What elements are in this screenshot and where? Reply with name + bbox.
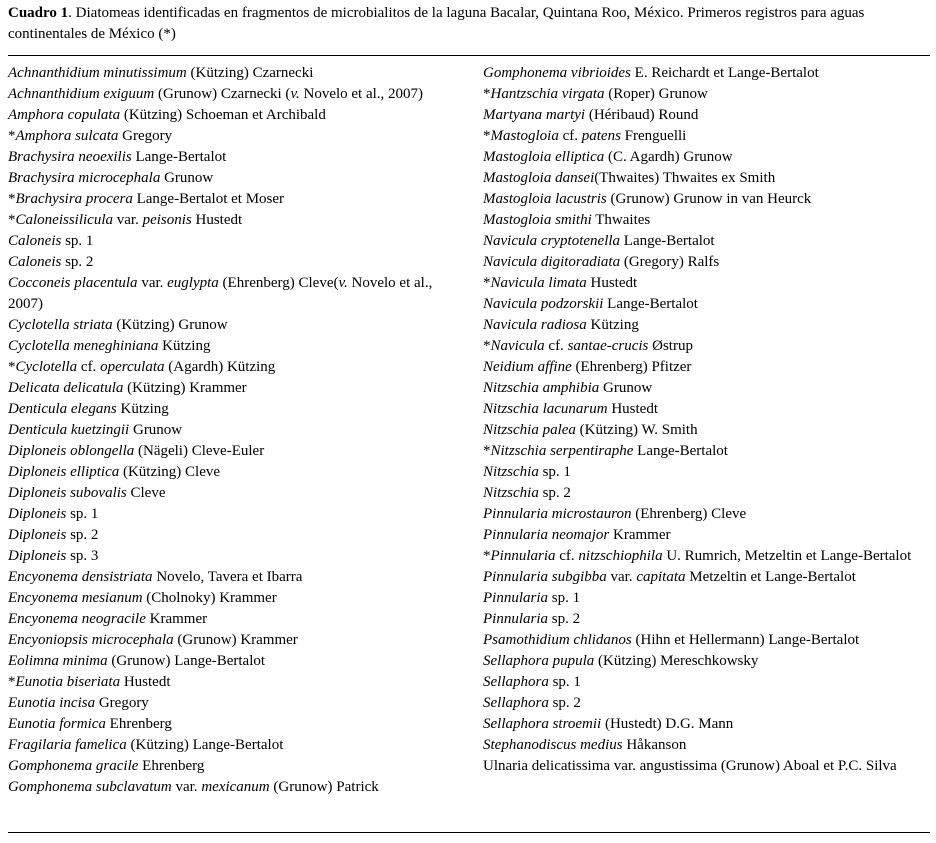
species-entry bbox=[8, 378, 470, 399]
authority-text: * bbox=[8, 674, 16, 690]
authority-text: sp. 1 bbox=[66, 506, 99, 522]
authority-text: Lange-Bertalot bbox=[131, 149, 227, 165]
taxon-name: Encyonema neogracile bbox=[8, 611, 146, 627]
authority-text: Ehrenberg bbox=[105, 716, 172, 732]
authority-text: (Roper) Grunow bbox=[604, 86, 708, 102]
taxon-name: Nitzschia amphibia bbox=[483, 380, 600, 396]
authority-text: Hustedt bbox=[586, 275, 638, 291]
species-entry bbox=[8, 462, 470, 483]
authority-text: Thwaites bbox=[591, 212, 651, 228]
taxon-name: Mastogloia elliptica bbox=[483, 149, 605, 165]
authority-text: Cleve bbox=[126, 485, 166, 501]
authority-text: sp. 3 bbox=[66, 548, 99, 564]
taxon-name: Diploneis bbox=[8, 548, 67, 564]
taxon-name: Nitzschia palea bbox=[483, 422, 576, 438]
authority-text: cf. bbox=[555, 548, 579, 564]
species-entry bbox=[483, 651, 930, 672]
authority-text: Gregory bbox=[118, 128, 173, 144]
taxon-name: Cyclotella meneghiniana bbox=[8, 338, 159, 354]
authority-text: sp. 2 bbox=[61, 254, 94, 270]
authority-text: (Thwaites) Thwaites ex Smith bbox=[594, 170, 776, 186]
species-entry bbox=[483, 147, 930, 168]
species-entry bbox=[8, 588, 470, 609]
species-entry bbox=[483, 525, 930, 546]
species-entry bbox=[483, 714, 930, 735]
taxon-name: Nitzschia serpentiraphe bbox=[490, 443, 634, 459]
authority-text: (Ehrenberg) Cleve( bbox=[218, 275, 339, 291]
authority-text: (Ehrenberg) Cleve bbox=[631, 506, 747, 522]
species-entry bbox=[8, 672, 470, 693]
species-entry bbox=[483, 735, 930, 756]
species-entry bbox=[8, 63, 470, 84]
authority-text: Lange-Bertalot bbox=[603, 296, 698, 312]
authority-text: (Grunow) Czarnecki ( bbox=[154, 86, 291, 102]
authority-text: Novelo, Tavera et Ibarra bbox=[152, 569, 303, 585]
authority-text: Krammer bbox=[609, 527, 671, 543]
authority-text: * bbox=[483, 548, 491, 564]
authority-text: U. Rumrich, Metzeltin et Lange-Bertalot bbox=[662, 548, 912, 564]
taxon-name: Sellaphora stroemii bbox=[483, 716, 602, 732]
species-entry bbox=[483, 294, 930, 315]
taxon-name: Achnanthidium exiguum bbox=[8, 86, 155, 102]
taxon-name: v. bbox=[338, 275, 348, 291]
authority-text: Krammer bbox=[145, 611, 208, 627]
authority-text: * bbox=[8, 359, 16, 375]
taxon-name: Encyoniopsis microcephala bbox=[8, 632, 174, 648]
taxon-name: Navicula bbox=[490, 338, 545, 354]
authority-text: (Kützing) Lange-Bertalot bbox=[126, 737, 284, 753]
taxon-name: Eunotia incisa bbox=[8, 695, 96, 711]
authority-text: * bbox=[8, 128, 16, 144]
species-entry bbox=[8, 651, 470, 672]
taxon-name: euglypta bbox=[167, 275, 219, 291]
authority-text: (Cholnoky) Krammer bbox=[142, 590, 277, 606]
taxon-name: Neidium affine bbox=[483, 359, 572, 375]
taxon-name: Nitzschia bbox=[483, 485, 539, 501]
taxon-name: Sellaphora pupula bbox=[483, 653, 595, 669]
authority-text: Gregory bbox=[95, 695, 149, 711]
authority-text: (Héribaud) Round bbox=[585, 107, 699, 123]
species-entry bbox=[8, 147, 470, 168]
species-entry bbox=[8, 168, 470, 189]
taxon-name: Pinnularia bbox=[483, 590, 549, 606]
authority-text: sp. 2 bbox=[548, 611, 581, 627]
species-entry bbox=[483, 546, 930, 567]
species-entry bbox=[8, 567, 470, 588]
species-entry bbox=[483, 210, 930, 231]
species-entry bbox=[483, 462, 930, 483]
taxon-name: Diploneis bbox=[8, 506, 67, 522]
taxon-name: Mastogloia smithi bbox=[483, 212, 592, 228]
species-entry bbox=[8, 420, 470, 441]
species-entry bbox=[8, 273, 470, 315]
taxon-name: Diploneis oblongella bbox=[8, 443, 135, 459]
taxon-name: Denticula kuetzingii bbox=[8, 422, 130, 438]
caption-label: Cuadro 1 bbox=[8, 5, 69, 21]
species-entry bbox=[8, 126, 470, 147]
authority-text: var. bbox=[137, 275, 168, 291]
authority-text: var. bbox=[171, 779, 202, 795]
species-entry bbox=[483, 588, 930, 609]
species-entry bbox=[483, 756, 930, 777]
taxon-name: Eolimna minima bbox=[8, 653, 108, 669]
authority-text: (Grunow) Grunow in van Heurck bbox=[606, 191, 812, 207]
species-entry bbox=[8, 714, 470, 735]
species-entry bbox=[8, 630, 470, 651]
taxon-name: Martyana martyi bbox=[483, 107, 586, 123]
authority-text: Metzeltin et Lange-Bertalot bbox=[685, 569, 856, 585]
authority-text: E. Reichardt et Lange-Bertalot bbox=[630, 65, 819, 81]
species-entry bbox=[483, 231, 930, 252]
authority-text: Grunow bbox=[160, 170, 214, 186]
authority-text: Ulnaria delicatissima var. angustissima (Grunow) Aboal et P.C. Silva bbox=[483, 758, 897, 774]
taxon-name: Cyclotella bbox=[15, 359, 78, 375]
species-entry bbox=[8, 84, 470, 105]
taxon-name: Pinnularia subgibba bbox=[483, 569, 607, 585]
authority-text: * bbox=[483, 275, 491, 291]
authority-text: Novelo et al., 2007) bbox=[8, 275, 433, 312]
authority-text: Ehrenberg bbox=[138, 758, 205, 774]
taxon-name: Brachysira procera bbox=[15, 191, 133, 207]
species-entry bbox=[483, 315, 930, 336]
taxon-name: Gomphonema subclavatum bbox=[8, 779, 172, 795]
species-entry bbox=[483, 378, 930, 399]
taxon-name: peisonis bbox=[142, 212, 192, 228]
top-rule bbox=[8, 55, 930, 56]
taxon-name: Fragilaria famelica bbox=[8, 737, 127, 753]
taxon-name: Hantzschia virgata bbox=[490, 86, 605, 102]
taxon-name: Navicula radiosa bbox=[483, 317, 587, 333]
species-entry bbox=[483, 693, 930, 714]
authority-text: sp. 2 bbox=[548, 695, 581, 711]
authority-text: (Hustedt) D.G. Mann bbox=[601, 716, 734, 732]
taxon-name: Gomphonema gracile bbox=[8, 758, 139, 774]
authority-text: Frenguelli bbox=[620, 128, 687, 144]
species-entry bbox=[483, 672, 930, 693]
species-entry bbox=[483, 168, 930, 189]
authority-text: (Gregory) Ralfs bbox=[620, 254, 720, 270]
taxon-name: Encyonema mesianum bbox=[8, 590, 143, 606]
species-entry bbox=[483, 63, 930, 84]
species-entry bbox=[8, 483, 470, 504]
species-column-left bbox=[8, 63, 470, 798]
authority-text: (Kützing) Cleve bbox=[119, 464, 221, 480]
species-entry bbox=[483, 357, 930, 378]
species-entry bbox=[8, 777, 470, 798]
species-entry bbox=[483, 441, 930, 462]
taxon-name: Mastogloia dansei bbox=[483, 170, 595, 186]
taxon-name: Pinnularia bbox=[483, 611, 549, 627]
species-entry bbox=[483, 483, 930, 504]
species-entry bbox=[483, 420, 930, 441]
taxon-name: Eunotia biseriata bbox=[15, 674, 121, 690]
authority-text: Lange-Bertalot bbox=[633, 443, 728, 459]
species-entry bbox=[8, 210, 470, 231]
species-entry bbox=[8, 399, 470, 420]
caption-text: . Diatomeas identificadas en fragmentos de microbialitos de la laguna Bacalar, Quintana Roo, México. Primeros registros para aguas continentales de México (*) bbox=[8, 5, 865, 42]
taxon-name: Encyonema densistriata bbox=[8, 569, 153, 585]
species-entry bbox=[8, 693, 470, 714]
species-entry bbox=[8, 336, 470, 357]
species-entry bbox=[8, 525, 470, 546]
authority-text: sp. 1 bbox=[61, 233, 94, 249]
authority-text: Østrup bbox=[648, 338, 693, 354]
authority-text: * bbox=[483, 443, 491, 459]
taxon-name: Cyclotella striata bbox=[8, 317, 113, 333]
species-entry bbox=[483, 336, 930, 357]
authority-text: Hustedt bbox=[191, 212, 243, 228]
taxon-name: Sellaphora bbox=[483, 674, 549, 690]
species-entry bbox=[8, 441, 470, 462]
species-entry bbox=[8, 252, 470, 273]
taxon-name: Navicula cryptotenella bbox=[483, 233, 621, 249]
species-entry bbox=[8, 189, 470, 210]
taxon-name: Cocconeis placentula bbox=[8, 275, 138, 291]
taxon-name: Caloneis bbox=[8, 254, 62, 270]
authority-text: (Agardh) Kützing bbox=[164, 359, 276, 375]
species-entry bbox=[483, 126, 930, 147]
authority-text: sp. 1 bbox=[548, 674, 581, 690]
authority-text: (Kützing) Czarnecki bbox=[186, 65, 314, 81]
authority-text: (Grunow) Lange-Bertalot bbox=[107, 653, 266, 669]
species-entry bbox=[483, 399, 930, 420]
taxon-name: Psamothidium chlidanos bbox=[483, 632, 632, 648]
taxon-name: Amphora sulcata bbox=[15, 128, 119, 144]
taxon-name: Pinnularia microstauron bbox=[483, 506, 632, 522]
taxon-name: Stephanodiscus medius bbox=[483, 737, 623, 753]
taxon-name: capitata bbox=[636, 569, 686, 585]
authority-text: * bbox=[8, 191, 16, 207]
authority-text: (Kützing) Mereschkowsky bbox=[594, 653, 759, 669]
taxon-name: Delicata delicatula bbox=[8, 380, 124, 396]
authority-text: (Ehrenberg) Pfitzer bbox=[571, 359, 692, 375]
species-entry bbox=[8, 756, 470, 777]
authority-text: Håkanson bbox=[622, 737, 687, 753]
taxon-name: Gomphonema vibrioides bbox=[483, 65, 631, 81]
species-entry bbox=[483, 84, 930, 105]
authority-text: (Nägeli) Cleve-Euler bbox=[134, 443, 265, 459]
taxon-name: Eunotia formica bbox=[8, 716, 106, 732]
species-entry bbox=[8, 231, 470, 252]
authority-text: sp. 2 bbox=[538, 485, 571, 501]
taxon-name: Pinnularia neomajor bbox=[483, 527, 610, 543]
taxon-name: Diploneis elliptica bbox=[8, 464, 120, 480]
authority-text: (C. Agardh) Grunow bbox=[604, 149, 733, 165]
authority-text: (Kützing) W. Smith bbox=[575, 422, 698, 438]
species-entry bbox=[483, 273, 930, 294]
species-entry bbox=[8, 357, 470, 378]
taxon-name: mexicanum bbox=[201, 779, 270, 795]
authority-text: * bbox=[8, 212, 16, 228]
species-entry bbox=[8, 315, 470, 336]
taxon-name: Sellaphora bbox=[483, 695, 549, 711]
authority-text: * bbox=[483, 86, 491, 102]
authority-text: cf. bbox=[77, 359, 101, 375]
table-caption bbox=[8, 3, 930, 45]
authority-text: (Grunow) Krammer bbox=[173, 632, 298, 648]
authority-text: Kützing bbox=[586, 317, 639, 333]
authority-text: Hustedt bbox=[607, 401, 659, 417]
authority-text: (Hihn et Hellermann) Lange-Bertalot bbox=[631, 632, 860, 648]
authority-text: sp. 2 bbox=[66, 527, 99, 543]
taxon-name: Caloneissilicula bbox=[15, 212, 113, 228]
authority-text: Lange-Bertalot bbox=[620, 233, 715, 249]
species-entry bbox=[483, 252, 930, 273]
species-column-right bbox=[483, 63, 930, 777]
taxon-name: patens bbox=[581, 128, 621, 144]
taxon-name: Brachysira neoexilis bbox=[8, 149, 132, 165]
species-entry bbox=[483, 189, 930, 210]
taxon-name: Navicula digitoradiata bbox=[483, 254, 621, 270]
taxon-name: Pinnularia bbox=[490, 548, 556, 564]
species-entry bbox=[8, 609, 470, 630]
authority-text: Kützing bbox=[158, 338, 211, 354]
taxon-name: santae-crucis bbox=[567, 338, 649, 354]
species-entry bbox=[8, 504, 470, 525]
taxon-name: Navicula podzorskii bbox=[483, 296, 604, 312]
bottom-rule bbox=[8, 832, 930, 833]
taxon-name: Brachysira microcephala bbox=[8, 170, 161, 186]
taxon-name: Mastogloia bbox=[490, 128, 559, 144]
species-entry bbox=[8, 735, 470, 756]
taxon-name: v. bbox=[290, 86, 300, 102]
taxon-name: Achnanthidium minutissimum bbox=[8, 65, 187, 81]
authority-text: (Grunow) Patrick bbox=[269, 779, 379, 795]
taxon-name: Diploneis bbox=[8, 527, 67, 543]
taxon-name: Mastogloia lacustris bbox=[483, 191, 607, 207]
species-entry bbox=[483, 567, 930, 588]
authority-text: (Kützing) Grunow bbox=[112, 317, 228, 333]
authority-text: (Kützing) Schoeman et Archibald bbox=[120, 107, 326, 123]
species-entry bbox=[483, 630, 930, 651]
authority-text: cf. bbox=[544, 338, 568, 354]
taxon-name: operculata bbox=[100, 359, 165, 375]
species-entry bbox=[8, 105, 470, 126]
authority-text: Grunow bbox=[599, 380, 653, 396]
authority-text: sp. 1 bbox=[548, 590, 581, 606]
taxon-name: Nitzschia bbox=[483, 464, 539, 480]
authority-text: var. bbox=[113, 212, 143, 228]
authority-text: Kützing bbox=[116, 401, 169, 417]
authority-text: Grunow bbox=[129, 422, 183, 438]
taxon-name: Navicula limata bbox=[490, 275, 587, 291]
authority-text: Hustedt bbox=[120, 674, 171, 690]
authority-text: Novelo et al., 2007) bbox=[299, 86, 424, 102]
taxon-name: Amphora copulata bbox=[8, 107, 121, 123]
taxon-name: Denticula elegans bbox=[8, 401, 117, 417]
authority-text: Lange-Bertalot et Moser bbox=[132, 191, 285, 207]
authority-text: * bbox=[483, 338, 491, 354]
authority-text: (Kützing) Krammer bbox=[123, 380, 247, 396]
taxon-name: Caloneis bbox=[8, 233, 62, 249]
taxon-name: Nitzschia lacunarum bbox=[483, 401, 608, 417]
species-entry bbox=[483, 105, 930, 126]
authority-text: cf. bbox=[558, 128, 582, 144]
authority-text: var. bbox=[606, 569, 637, 585]
species-entry bbox=[8, 546, 470, 567]
authority-text: sp. 1 bbox=[538, 464, 571, 480]
species-entry bbox=[483, 504, 930, 525]
taxon-name: Diploneis subovalis bbox=[8, 485, 127, 501]
taxon-name: nitzschiophila bbox=[578, 548, 663, 564]
species-entry bbox=[483, 609, 930, 630]
authority-text: * bbox=[483, 128, 491, 144]
